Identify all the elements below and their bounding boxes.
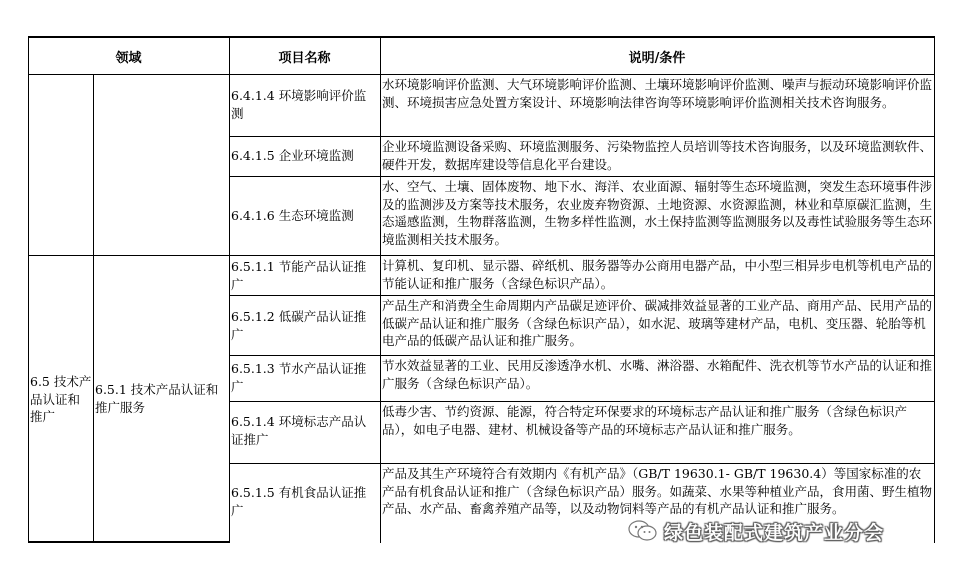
item-name-cell: 6.5.1.2 低碳产品认证推广 [231, 309, 367, 342]
row-divider [229, 176, 935, 177]
description-cell: 水环境影响评价监测、大气环境影响评价监测、土壤环境影响评价监测、噪声与振动环境影响评价监测、环境损害应急处置方案设计、环境影响法律咨询等环境影响评价监测相关技术咨询服务。 [382, 77, 933, 110]
item-name-cell: 6.5.1.5 有机食品认证推广 [231, 485, 367, 518]
item-name-cell: 6.4.1.5 企业环境监测 [231, 148, 354, 163]
header-item-name: 项目名称 [278, 51, 331, 66]
description-cell: 节水效益显著的工业、民用反渗透净水机、水嘴、淋浴器、水箱配件、洗衣机等节水产品的认证和推广服务（含绿色标识产品）。 [382, 358, 933, 391]
description-cell: 低毒少害、节约资源、能源，符合特定环保要求的环境标志产品认证和推广服务（含绿色标识产品），如电子电器、建材、机械设备等产品的环境标志产品认证和推广服务。 [382, 404, 908, 437]
description-cell: 水、空气、土壤、固体废物、地下水、海洋、农业面源、辐射等生态环境监测，突发生态环境事件涉及的监测涉及方案等技术服务，农业废弃物资源、土地资源、水资源监测，林业和草原碳汇监测，生态遥感监测，生物群落监测，生物多样性监测，水土保持监测等监测服务以及毒性试验服务等生态环境监测相关技术服务。 [382, 179, 933, 247]
item-name-cell: 6.5.1.4 环境标志产品认证推广 [231, 414, 367, 447]
item-name-cell: 6.5.1.3 节水产品认证推广 [231, 361, 367, 394]
row-divider [229, 401, 935, 402]
header-description: 说明/条件 [628, 51, 686, 66]
watermark [628, 518, 884, 544]
column-divider [229, 36, 230, 543]
domain-level1-cell: 6.5 技术产品认证和推广 [30, 374, 92, 424]
description-cell: 计算机、复印机、显示器、碎纸机、服务器等办公商用电器产品，中小型三相异步电机等机电产品的节能认证和推广服务（含绿色标识产品）。 [382, 258, 933, 291]
table-top-border [28, 36, 935, 38]
item-name-cell: 6.5.1.1 节能产品认证推广 [231, 259, 367, 292]
row-divider [229, 136, 935, 137]
wechat-icon [628, 519, 658, 543]
table-right-border [934, 36, 935, 543]
table-left-border [28, 36, 29, 543]
row-divider [229, 355, 935, 356]
column-divider [93, 74, 94, 543]
item-name-cell: 6.4.1.6 生态环境监测 [231, 208, 354, 223]
description-cell: 企业环境监测设备采购、环境监测服务、污染物监控人员培训等技术咨询服务，以及环境监测软件、硬件开发，数据库建设等信息化平台建设。 [382, 139, 933, 172]
section-divider [28, 255, 935, 256]
domain-level2-cell: 6.5.1 技术产品认证和推广服务 [95, 382, 219, 415]
table-bottom-border [28, 541, 229, 543]
description-cell: 产品及其生产环境符合有效期内《有机产品》（GB/T 19630.1- GB/T 19630.4）等国家标准的农产品有机食品认证和推广（含绿色标识产品）服务。如蔬菜、水果等种植业产品，食用菌、野生植物产品、水产品、畜禽养殖产品等，以及动物饲料等产品的有机产品认证和推广服务。 [382, 466, 933, 516]
row-divider [229, 295, 935, 296]
row-divider [229, 463, 935, 464]
header-domain: 领域 [115, 51, 142, 66]
column-divider [380, 36, 381, 543]
description-cell: 产品生产和消费全生命周期内产品碳足迹评价、碳减排效益显著的工业产品、商用产品、民用产品的低碳产品认证和推广服务（含绿色标识产品），如水泥、玻璃等建材产品，电机、变压器、轮胎等机电产品的低碳产品认证和推广服务。 [382, 298, 933, 348]
watermark-text: 绿色装配式建筑产业分会 [664, 521, 885, 544]
item-name-cell: 6.4.1.4 环境影响评价监测 [231, 88, 367, 121]
header-bottom-border [28, 74, 935, 75]
standards-table [28, 36, 935, 542]
